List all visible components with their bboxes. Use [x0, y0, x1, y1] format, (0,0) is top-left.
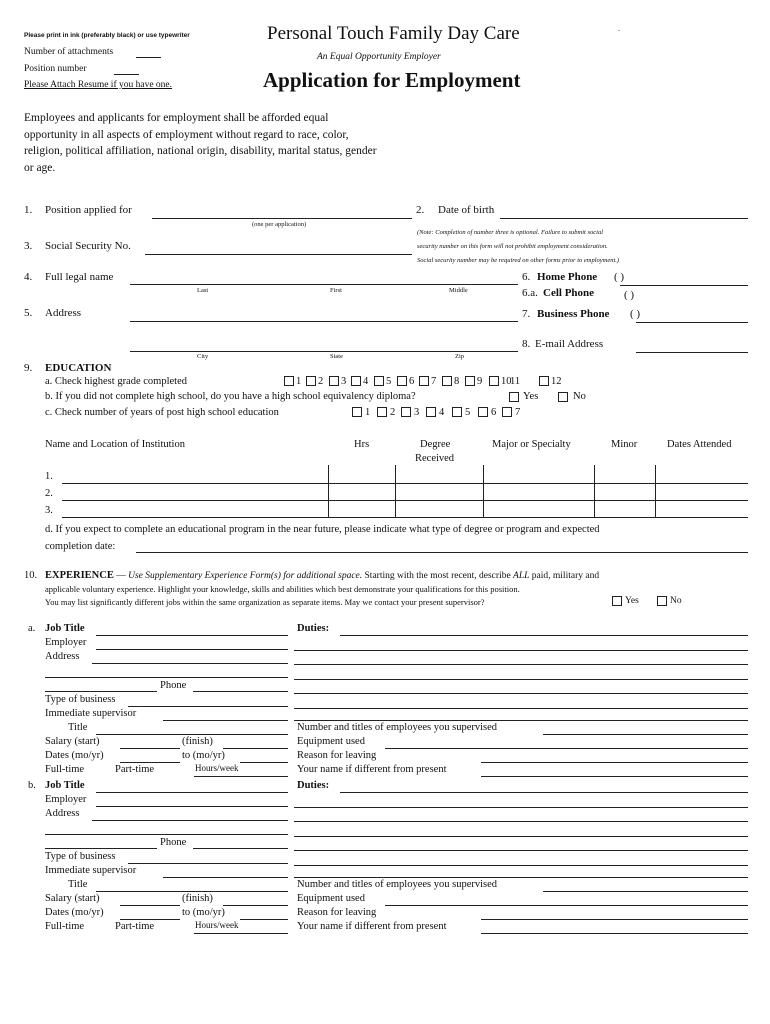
experience-all: ALL	[513, 571, 530, 581]
supervisor-title-field[interactable]	[96, 734, 288, 735]
corner-mark: .	[618, 24, 620, 33]
position-applied-field[interactable]	[152, 218, 412, 219]
supervised-field[interactable]	[543, 734, 748, 735]
ssn-note-1: (Note: Completion of number three is optional. Failure to submit social	[417, 229, 604, 236]
city-sub: City	[197, 353, 209, 360]
duties-line[interactable]	[294, 865, 748, 866]
fulltime-label: Full-time	[45, 921, 85, 932]
edu-row-3-line[interactable]	[62, 517, 748, 518]
dates-label: Dates (mo/yr)	[45, 750, 104, 761]
q2-num: 2.	[416, 204, 425, 216]
col-institution: Name and Location of Institution	[45, 439, 185, 450]
grade-6-checkbox[interactable]	[397, 376, 407, 386]
q5-num: 5.	[24, 307, 33, 319]
attachments-label: Number of attachments	[24, 47, 114, 57]
year-2-label: 2	[390, 407, 396, 418]
employer-label: Employer	[45, 794, 87, 805]
intro-paragraph: Employees and applicants for employment shall be afforded equal opportunity in all aspects of employment without regard to race, color, religion, political affiliation, national origin, disability, marital status, gender or age.	[24, 112, 377, 174]
col-degree: Degree	[420, 439, 451, 450]
business-type-field[interactable]	[128, 706, 288, 707]
fulltime-label: Full-time	[45, 764, 85, 775]
grade-2-label: 2	[318, 376, 324, 387]
experience-line-2: applicable voluntary experience. Highlight your knowledge, skills and abilities which best demonstrate your qualifications for this position.	[45, 584, 520, 594]
home-phone-area: ( )	[614, 271, 625, 283]
duties-line[interactable]	[294, 693, 748, 694]
col-received: Received	[415, 453, 455, 464]
business-phone-label: Business Phone	[537, 308, 610, 320]
dob-label: Date of birth	[438, 204, 495, 216]
supervisor-label: Immediate supervisor	[45, 708, 137, 719]
company-name: Personal Touch Family Day Care	[267, 23, 520, 44]
business-type-label: Type of business	[45, 851, 116, 862]
edu-row-1-num: 1.	[45, 471, 53, 482]
q8-num: 8.	[522, 338, 531, 350]
salary-start-label: Salary (start)	[45, 893, 100, 904]
salary-finish-label: (finish)	[182, 893, 213, 904]
grade-1-checkbox[interactable]	[284, 376, 294, 386]
duties-label: Duties:	[297, 780, 330, 791]
position-applied-label: Position applied for	[45, 204, 132, 216]
salary-finish-label: (finish)	[182, 736, 213, 747]
ged-yes-label: Yes	[523, 391, 539, 402]
grade-1-label: 1	[296, 376, 302, 387]
education-title: EDUCATION	[45, 362, 112, 374]
supervisor-title-field[interactable]	[96, 891, 288, 892]
grade-4-label: 4	[363, 376, 369, 387]
year-3-label: 3	[414, 407, 420, 418]
name-diff-field[interactable]	[481, 776, 748, 777]
col-major: Major or Specialty	[492, 439, 571, 450]
cell-phone-label: Cell Phone	[543, 287, 595, 299]
name-diff-field[interactable]	[481, 933, 748, 934]
eoe-statement: An Equal Opportunity Employer	[317, 52, 441, 62]
completion-date-field[interactable]	[136, 552, 748, 553]
dates-from-field[interactable]	[120, 919, 180, 920]
experience-text-1: Starting with the most recent, describe	[362, 571, 514, 581]
ssn-label: Social Security No.	[45, 240, 131, 252]
equipment-label: Equipment used	[297, 736, 365, 747]
hours-field[interactable]	[194, 933, 288, 934]
full-name-label: Full legal name	[45, 271, 114, 283]
supervisor-title-label: Title	[68, 722, 88, 733]
duties-line[interactable]	[294, 650, 748, 651]
grade-8-label: 8	[454, 376, 460, 387]
parttime-label: Part-time	[115, 921, 155, 932]
edu-row-1-line[interactable]	[62, 483, 748, 484]
supervised-label: Number and titles of employees you supervised	[297, 722, 498, 733]
experience-dash: —	[113, 571, 129, 581]
year-4-label: 4	[439, 407, 445, 418]
edu-divider	[655, 465, 656, 518]
year-6-label: 6	[491, 407, 497, 418]
col-minor: Minor	[611, 439, 638, 450]
job-address-field[interactable]	[92, 663, 288, 664]
dates-to-field[interactable]	[240, 762, 288, 763]
page-title: Application for Employment	[263, 68, 521, 92]
expected-program-question: d. If you expect to complete an educational program in the near future, please indicate what type of degree or program and expected	[45, 524, 600, 535]
name-diff-label: Your name if different from present	[297, 921, 447, 932]
position-number-field[interactable]	[114, 74, 139, 75]
supervised-field[interactable]	[543, 891, 748, 892]
phone-field[interactable]	[45, 691, 157, 692]
supplementary-note: Use Supplementary Experience Form(s) for additional space.	[128, 571, 363, 581]
col-dates: Dates Attended	[667, 439, 732, 450]
edu-divider	[594, 465, 595, 518]
job-title-field[interactable]	[96, 635, 288, 636]
phone-label: Phone	[160, 680, 187, 691]
experience-num: 10.	[24, 570, 38, 581]
address-field[interactable]	[130, 321, 518, 322]
reason-field[interactable]	[481, 762, 748, 763]
contact-yes-label: Yes	[625, 596, 639, 606]
dates-label: Dates (mo/yr)	[45, 907, 104, 918]
business-type-field[interactable]	[128, 863, 288, 864]
q6a-num: 6.a.	[522, 287, 538, 299]
grade-8-checkbox[interactable]	[442, 376, 452, 386]
experience-text-2: paid, military and	[529, 571, 600, 581]
ssn-note-3: Social security number may be required on other forms prior to employment.)	[417, 257, 620, 264]
duties-line[interactable]	[294, 664, 748, 665]
ged-question: b. If you did not complete high school, do you have a high school equivalency diploma?	[45, 391, 416, 402]
position-applied-sub: (one per application)	[252, 221, 307, 228]
post-hs-question: c. Check number of years of post high school education	[45, 407, 279, 418]
email-field[interactable]	[636, 352, 748, 353]
grade-11-label: 11	[510, 376, 521, 387]
q7-num: 7.	[522, 308, 531, 320]
q3-num: 3.	[24, 240, 33, 252]
supervised-label: Number and titles of employees you supervised	[297, 879, 498, 890]
duties-line[interactable]	[294, 679, 748, 680]
parttime-label: Part-time	[115, 764, 155, 775]
salary-start-label: Salary (start)	[45, 736, 100, 747]
duties-line[interactable]	[294, 708, 748, 709]
zip-sub: Zip	[455, 353, 465, 360]
dates-from-field[interactable]	[120, 762, 180, 763]
experience-title: EXPERIENCE	[45, 570, 114, 581]
duties-line[interactable]	[294, 821, 748, 822]
year-5-label: 5	[465, 407, 471, 418]
grade-9-label: 9	[477, 376, 483, 387]
ink-note: Please print in ink (preferably black) or use typewriter	[24, 32, 190, 39]
equipment-field[interactable]	[385, 905, 748, 906]
position-number-label: Position number	[24, 64, 87, 74]
year-4-checkbox[interactable]	[426, 407, 436, 417]
salary-finish-field[interactable]	[223, 905, 288, 906]
supervisor-label: Immediate supervisor	[45, 865, 137, 876]
city-state-zip-field[interactable]	[130, 351, 518, 352]
hours-label: Hours/week	[195, 763, 239, 773]
ged-yes-checkbox[interactable]	[509, 392, 519, 402]
address-label: Address	[45, 808, 80, 819]
grade-3-label: 3	[341, 376, 347, 387]
dates-to-label: to (mo/yr)	[182, 750, 225, 761]
job-address-line-2[interactable]	[45, 834, 288, 835]
year-7-checkbox[interactable]	[502, 407, 512, 417]
grade-12-checkbox[interactable]	[539, 376, 549, 386]
home-phone-label: Home Phone	[537, 271, 598, 283]
experience-line-1	[45, 570, 599, 581]
business-phone-field[interactable]	[636, 322, 748, 323]
salary-start-field[interactable]	[120, 905, 180, 906]
duties-line[interactable]	[294, 807, 748, 808]
phone-label: Phone	[160, 837, 187, 848]
year-1-checkbox[interactable]	[352, 407, 362, 417]
edu-divider	[328, 465, 329, 518]
edu-divider	[395, 465, 396, 518]
phone-field[interactable]	[45, 848, 157, 849]
grade-4-checkbox[interactable]	[351, 376, 361, 386]
dob-field[interactable]	[500, 218, 748, 219]
ssn-note-2: security number on this form will not prohibit employment consideration.	[417, 243, 608, 250]
grade-6-label: 6	[409, 376, 415, 387]
q4-num: 4.	[24, 271, 33, 283]
phone-field-2[interactable]	[193, 848, 288, 849]
edu-row-3-num: 3.	[45, 505, 53, 516]
name-diff-label: Your name if different from present	[297, 764, 447, 775]
year-3-checkbox[interactable]	[401, 407, 411, 417]
phone-field-2[interactable]	[193, 691, 288, 692]
business-type-label: Type of business	[45, 694, 116, 705]
ged-no-checkbox[interactable]	[558, 392, 568, 402]
business-phone-area: ( )	[630, 308, 641, 320]
education-num: 9.	[24, 362, 33, 374]
employer-label: Employer	[45, 637, 87, 648]
edu-row-2-num: 2.	[45, 488, 53, 499]
grade-7-checkbox[interactable]	[419, 376, 429, 386]
email-label: E-mail Address	[535, 338, 604, 350]
last-name-sub: Last	[197, 287, 209, 294]
resume-note: Please Attach Resume if you have one.	[24, 80, 173, 90]
salary-start-field[interactable]	[120, 748, 180, 749]
contact-no-checkbox[interactable]	[657, 596, 667, 606]
year-6-checkbox[interactable]	[478, 407, 488, 417]
duties-label: Duties:	[297, 623, 330, 634]
first-name-sub: First	[330, 287, 342, 294]
dates-to-label: to (mo/yr)	[182, 907, 225, 918]
hours-label: Hours/week	[195, 920, 239, 930]
job-letter: b.	[28, 780, 36, 791]
salary-finish-field[interactable]	[223, 748, 288, 749]
year-7-label: 7	[515, 407, 521, 418]
grade-5-label: 5	[386, 376, 392, 387]
grade-10-label: 10	[501, 376, 512, 387]
grade-7-label: 7	[431, 376, 437, 387]
q1-num: 1.	[24, 204, 33, 216]
supervisor-title-label: Title	[68, 879, 88, 890]
home-phone-field[interactable]	[620, 285, 748, 286]
grade-9-checkbox[interactable]	[465, 376, 475, 386]
ssn-field[interactable]	[145, 254, 412, 255]
job-address-line-2[interactable]	[45, 677, 288, 678]
grade-12-label: 12	[551, 376, 562, 387]
grade-5-checkbox[interactable]	[374, 376, 384, 386]
job-letter: a.	[28, 623, 36, 634]
reason-field[interactable]	[481, 919, 748, 920]
col-hrs: Hrs	[354, 439, 370, 450]
reason-label: Reason for leaving	[297, 907, 377, 918]
hours-field[interactable]	[194, 776, 288, 777]
grade-10-checkbox[interactable]	[489, 376, 499, 386]
cell-phone-area: ( )	[624, 289, 635, 301]
equipment-field[interactable]	[385, 748, 748, 749]
address-label: Address	[45, 307, 82, 319]
edu-divider	[483, 465, 484, 518]
year-5-checkbox[interactable]	[452, 407, 462, 417]
equipment-label: Equipment used	[297, 893, 365, 904]
address-label: Address	[45, 651, 80, 662]
duties-line[interactable]	[294, 836, 748, 837]
state-sub: State	[330, 353, 343, 360]
middle-name-sub: Middle	[449, 287, 468, 294]
completion-date-label: completion date:	[45, 541, 116, 552]
supervisor-field[interactable]	[163, 720, 288, 721]
grade-2-checkbox[interactable]	[306, 376, 316, 386]
employer-field[interactable]	[96, 806, 288, 807]
job-title-field[interactable]	[96, 792, 288, 793]
contact-no-label: No	[670, 596, 682, 606]
duties-field[interactable]	[340, 792, 748, 793]
contact-yes-checkbox[interactable]	[612, 596, 622, 606]
reason-label: Reason for leaving	[297, 750, 377, 761]
grade-3-checkbox[interactable]	[329, 376, 339, 386]
employer-field[interactable]	[96, 649, 288, 650]
ged-no-label: No	[573, 391, 586, 402]
year-2-checkbox[interactable]	[377, 407, 387, 417]
edu-row-2-line[interactable]	[62, 500, 748, 501]
job-address-field[interactable]	[92, 820, 288, 821]
job-title-label: Job Title	[45, 780, 85, 791]
attachments-field[interactable]	[136, 57, 161, 58]
year-1-label: 1	[365, 407, 371, 418]
duties-line-end[interactable]	[294, 877, 748, 878]
full-name-field[interactable]	[130, 284, 518, 285]
grade-question: a. Check highest grade completed	[45, 376, 187, 387]
duties-field[interactable]	[340, 635, 748, 636]
q6-num: 6.	[522, 271, 531, 283]
job-title-label: Job Title	[45, 623, 85, 634]
experience-line-3: You may list significantly different jobs within the same organization as separate items. May we contact your present supervisor?	[45, 597, 485, 607]
duties-line[interactable]	[294, 850, 748, 851]
supervisor-field[interactable]	[163, 877, 288, 878]
duties-line-end[interactable]	[294, 720, 748, 721]
dates-to-field[interactable]	[240, 919, 288, 920]
